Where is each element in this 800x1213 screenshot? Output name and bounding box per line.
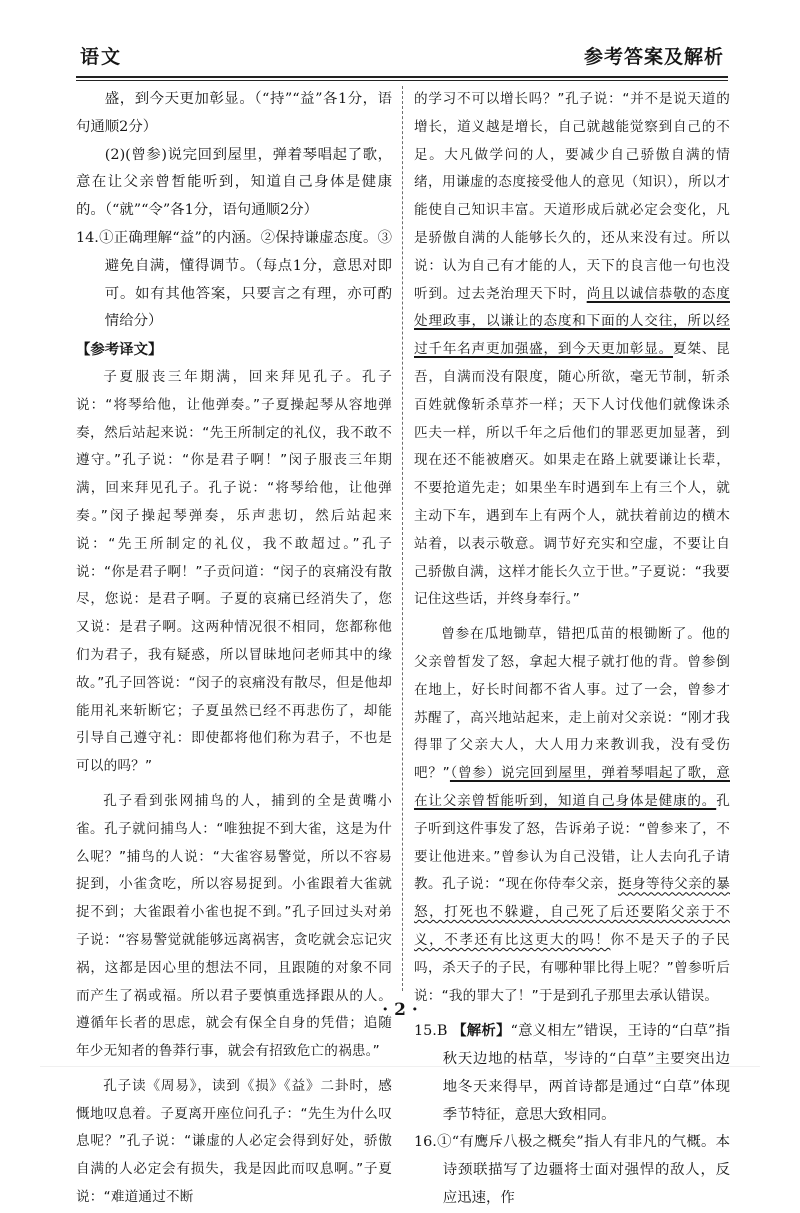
underlined-sentence-1: 尚且以诚信恭敬的态度处理政事，以谦让的态度和下面的人交往，所以经过千年名声更加强盛，到今天更加彰显。 xyxy=(414,285,730,358)
answer-13-2: (2)(曾参)说完回到屋里，弹着琴唱起了歌，意在让父亲曾皙能听到，知道自己身体是健康的。（“就”“令”各1分，语句通顺2分） xyxy=(76,146,392,219)
translation-paragraph-3-cont xyxy=(414,86,730,614)
answer-13-1-tail: 盛，到今天更加彰显。（“持”“益”各1分，语句通顺2分） xyxy=(76,91,392,135)
answer-14: 14.①正确理解“益”的内涵。②保持谦虚态度。③避免自满，懂得调节。（每点1分，意思对即可。如有其他答案，只要言之有理，亦可酌情给分） xyxy=(76,229,392,330)
translation-paragraph-3: 孔子读《周易》，读到《损》《益》二卦时，感慨地叹息着。子夏离开座位问孔子：“先生为什么叹息呢？”孔子说：“谦虚的人必定会得到好处，骄傲自满的人必定会有损失，我是因此而叹息啊。”子夏说：“难道通过不断 xyxy=(76,1077,392,1206)
header-rule-thin xyxy=(76,80,728,81)
answer-15-number: 15.B xyxy=(414,1023,448,1040)
translation-paragraph-1: 子夏服丧三年期满，回来拜见孔子。孔子说：“将琴给他，让他弹奏。”子夏操起琴从容地弹奏，然后站起来说：“先王所制定的礼仪，我不敢不遵守。”孔子说：“你是君子啊！”闵子服丧三年期满，回来拜见孔子。孔子说：“将琴给他，让他弹奏。”闵子操起琴弹奏，乐声悲切，然后站起来说：“先王所制定的礼仪，我不敢超过。”孔子说：“你是君子啊！”子贡问道：“闵子的哀痛没有散尽，您说：是君子啊。子夏的哀痛已经消失了，您又说：是君子啊。这两种情况很不相同，您都称他们为君子，我有疑惑，所以冒昧地问老师其中的缘故。”孔子回答说：“闵子的哀痛没有散尽，但是他却能用礼来斩断它；子夏虽然已经不再悲伤了，却能引导自己遵守礼：即使都将他们称为君子，不也是可以的吗？” xyxy=(76,368,392,775)
answer-16: 16.①“有鹰斥八极之概矣”指人有非凡的气概。本诗颈联描写了边疆将士面对强悍的敌人，反应迅速，作 xyxy=(414,1134,730,1207)
translation-text: 你不是天子的子民吗，杀天子的子民，有哪种罪比得上呢？”曾参听后说：“我的罪大了！”于是到孔子那里去承认错误。 xyxy=(414,931,730,1004)
right-column xyxy=(414,86,730,1207)
translation-paragraph-4 xyxy=(414,621,730,1010)
translation-text: 的学习不可以增长吗？”孔子说：“并不是说天道的增长，道义越是增长，自己就越能觉察到自己的不足。大凡做学问的人，要减少自己骄傲自满的情绪，用谦虚的态度接受他人的意见（知识），所以才能使自己知识丰富。天道形成后就必定会变化，凡是骄傲自满的人能够长久的，还从来没有过。所以说：认为自己有才能的人，天下的良言他一句也没听到。过去尧治理天下时， xyxy=(414,91,730,302)
translation-text: 夏桀、昆吾，自满而没有限度，随心所欲，毫无节制，斩杀百姓就像斩杀草芥一样；天下人讨伐他们就像诛杀匹夫一样，所以千年之后他们的罪恶更加显著，到现在还不能被磨灭。如果走在路上就要谦让长辈，不要抢道先走；如果坐车时遇到车上有三个人，就主动下车，遇到车上有两个人，就扶着前边的横木站着，以表示敬意。调节好充实和空虚，不要让自己骄傲自满，这样才能长久立于世。”子夏说：“我要记住这些话，并终身奉行。” xyxy=(414,341,730,608)
wavy-underlined-sentence: 挺身等待父亲的暴怒，打死也不躲避，自己死了后还要陷父亲于不义，不孝还有比这更大的吗！ xyxy=(414,876,730,948)
left-column xyxy=(76,86,392,1206)
answer-15 xyxy=(414,1017,730,1129)
analysis-tag: 【解析】 xyxy=(452,1022,511,1040)
header-title: 参考答案及解析 xyxy=(583,46,724,68)
page-number: · 2 · xyxy=(382,1000,418,1020)
bottom-edge-line xyxy=(40,1066,760,1067)
subject-label: 语文 xyxy=(80,46,123,68)
underlined-sentence-2: （曾参）说完回到屋里，弹着琴唱起了歌，意在让父亲曾皙能听到，知道自己身体是健康的。 xyxy=(414,765,730,809)
page-header xyxy=(76,36,728,80)
translation-text: 孔子听到这件事发了怒，告诉弟子说：“曾参来了，不要让他进来。”曾参认为自己没错，让人去向孔子请教。孔子说：“现在你侍奉父亲， xyxy=(414,792,730,893)
column-divider xyxy=(402,86,403,991)
translation-text: 曾参在瓜地锄草，错把瓜苗的根锄断了。他的父亲曾皙发了怒，拿起大棍子就打他的背。曾参倒在地上，好长时间都不省人事。过了一会，曾参才苏醒了，高兴地站起来，走上前对父亲说：“刚才我得罪了父亲大人，大人用力来教训我，没有受伤吧？” xyxy=(414,626,730,782)
answer-15-text: “意义相左”错误，王诗的“白草”指秋天边地的枯草，岑诗的“白草”主要突出边地冬天来得早，两首诗都是通过“白草”体现季节特征，意思大致相同。 xyxy=(442,1023,730,1123)
translation-paragraph-2: 孔子看到张网捕鸟的人，捕到的全是黄嘴小雀。孔子就问捕鸟人：“唯独捉不到大雀，这是为什么呢？”捕鸟的人说：“大雀容易警觉，所以不容易捉到，小雀贪吃，所以容易捉到。小雀跟着大雀就捉不到；大雀跟着小雀也捉不到。”孔子回过头对弟子说：“容易警觉就能够远离祸害，贪吃就会忘记灾祸，这都是因心里的想法不同，且跟随的对象不同而产生了祸或福。所以君子要慎重选择跟从的人。遵循年长者的思虑，就会有保全自身的凭借；追随年少无知者的鲁莽行事，就会有招致危亡的祸患。” xyxy=(76,792,392,1060)
header-rule xyxy=(76,76,728,78)
reference-translation-heading: 【参考译文】 xyxy=(76,341,163,359)
